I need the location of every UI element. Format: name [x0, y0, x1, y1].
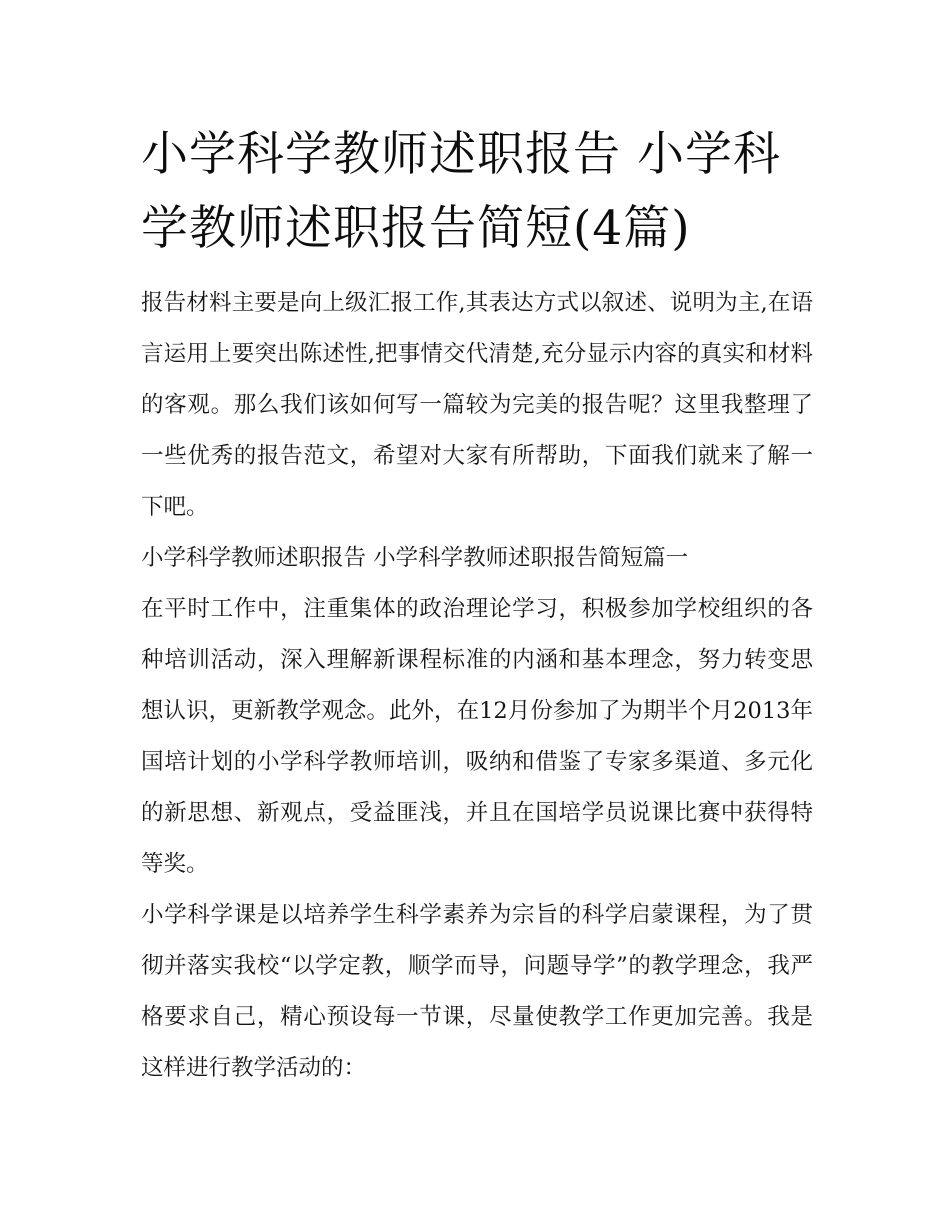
intro-paragraph: 报告材料主要是向上级汇报工作,其表达方式以叙述、说明为主,在语言运用上要突出陈述性,把事情交代清楚,充分显示内容的真实和材料的客观。那么我们该如何写一篇较为完美的报告呢？这里我整理了一些优秀的报告范文，希望对大家有所帮助，下面我们就来了解一下吧。: [141, 290, 813, 520]
document-body: [141, 118, 813, 1094]
section-heading: 小学科学教师述职报告 小学科学教师述职报告简短篇一: [141, 545, 689, 571]
document-title: 小学科学教师述职报告 小学科学教师述职报告简短(4篇): [141, 127, 781, 256]
body-paragraph: 小学科学课是以培养学生科学素养为宗旨的科学启蒙课程，为了贯彻并落实我校“以学定教，顺学而导，问题导学”的教学理念，我严格要求自己，精心预设每一节课，尽量使教学工作更加完善。我是这样进行教学活动的：: [141, 902, 813, 1081]
body-paragraph: 在平时工作中，注重集体的政治理论学习，积极参加学校组织的各种培训活动，深入理解新课程标准的内涵和基本理念，努力转变思想认识，更新教学观念。此外，在12月份参加了为期半个月2013年国培计划的小学科学教师培训，吸纳和借鉴了专家多渠道、多元化的新思想、新观点，受益匪浅，并且在国培学员说课比赛中获得特等奖。: [141, 596, 813, 877]
